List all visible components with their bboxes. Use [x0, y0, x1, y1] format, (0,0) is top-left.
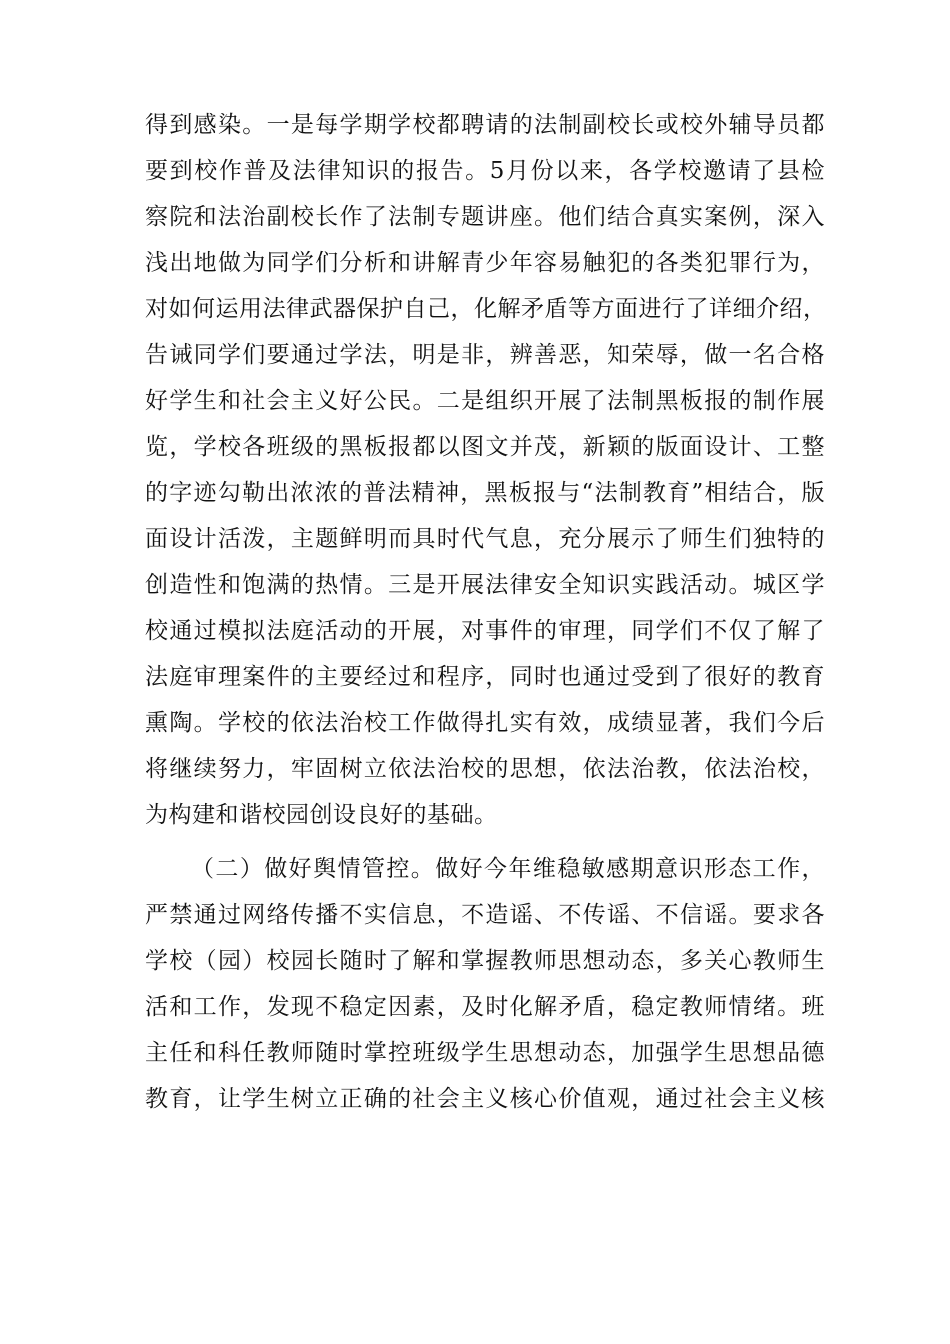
text-line: 面设计活泼，主题鲜明而具时代气息，充分展示了师生们独特的: [145, 526, 825, 552]
text-line: 熏陶。学校的依法治校工作做得扎实有效，成绩显著，我们今后: [145, 710, 825, 736]
paragraph-1: [145, 102, 825, 838]
text-line: 察院和法治副校长作了法制专题讲座。他们结合真实案例，深入: [145, 204, 825, 230]
text-line: 严禁通过网络传播不实信息，不造谣、不传谣、不信谣。要求各: [145, 902, 825, 928]
paragraph-2: [145, 846, 825, 1122]
text-line-indented: （二）做好舆情管控。做好今年维稳敏感期意识形态工作，: [191, 856, 825, 882]
text-line: 浅出地做为同学们分析和讲解青少年容易触犯的各类犯罪行为，: [145, 250, 825, 276]
text-line: 创造性和饱满的热情。三是开展法律安全知识实践活动。城区学: [145, 572, 825, 598]
text-line: 的字迹勾勒出浓浓的普法精神，黑板报与“法制教育”相结合，版: [145, 480, 825, 506]
text-line: 好学生和社会主义好公民。二是组织开展了法制黑板报的制作展: [145, 388, 825, 414]
text-line: 法庭审理案件的主要经过和程序，同时也通过受到了很好的教育: [145, 664, 825, 690]
document-body: [145, 102, 825, 1122]
text-line: 览，学校各班级的黑板报都以图文并茂，新颖的版面设计、工整: [145, 434, 825, 460]
text-line: 学校（园）校园长随时了解和掌握教师思想动态，多关心教师生: [145, 948, 825, 974]
paragraph-spacer: [145, 838, 825, 846]
text-line: 告诫同学们要通过学法，明是非，辨善恶，知荣辱，做一名合格: [145, 342, 825, 368]
text-line: 得到感染。一是每学期学校都聘请的法制副校长或校外辅导员都: [145, 112, 825, 138]
text-line: 主任和科任教师随时掌控班级学生思想动态，加强学生思想品德: [145, 1040, 825, 1066]
text-line: 将继续努力，牢固树立依法治校的思想，依法治教，依法治校，: [145, 756, 825, 782]
text-line: 要到校作普及法律知识的报告。5月份以来，各学校邀请了县检: [145, 158, 825, 184]
text-line-last: 为构建和谐校园创设良好的基础。: [145, 802, 498, 828]
text-line: 活和工作，发现不稳定因素，及时化解矛盾，稳定教师情绪。班: [145, 994, 825, 1020]
text-line: 校通过模拟法庭活动的开展，对事件的审理，同学们不仅了解了: [145, 618, 825, 644]
text-line: 教育，让学生树立正确的社会主义核心价值观，通过社会主义核: [145, 1086, 825, 1112]
text-line: 对如何运用法律武器保护自己，化解矛盾等方面进行了详细介绍，: [145, 296, 827, 322]
